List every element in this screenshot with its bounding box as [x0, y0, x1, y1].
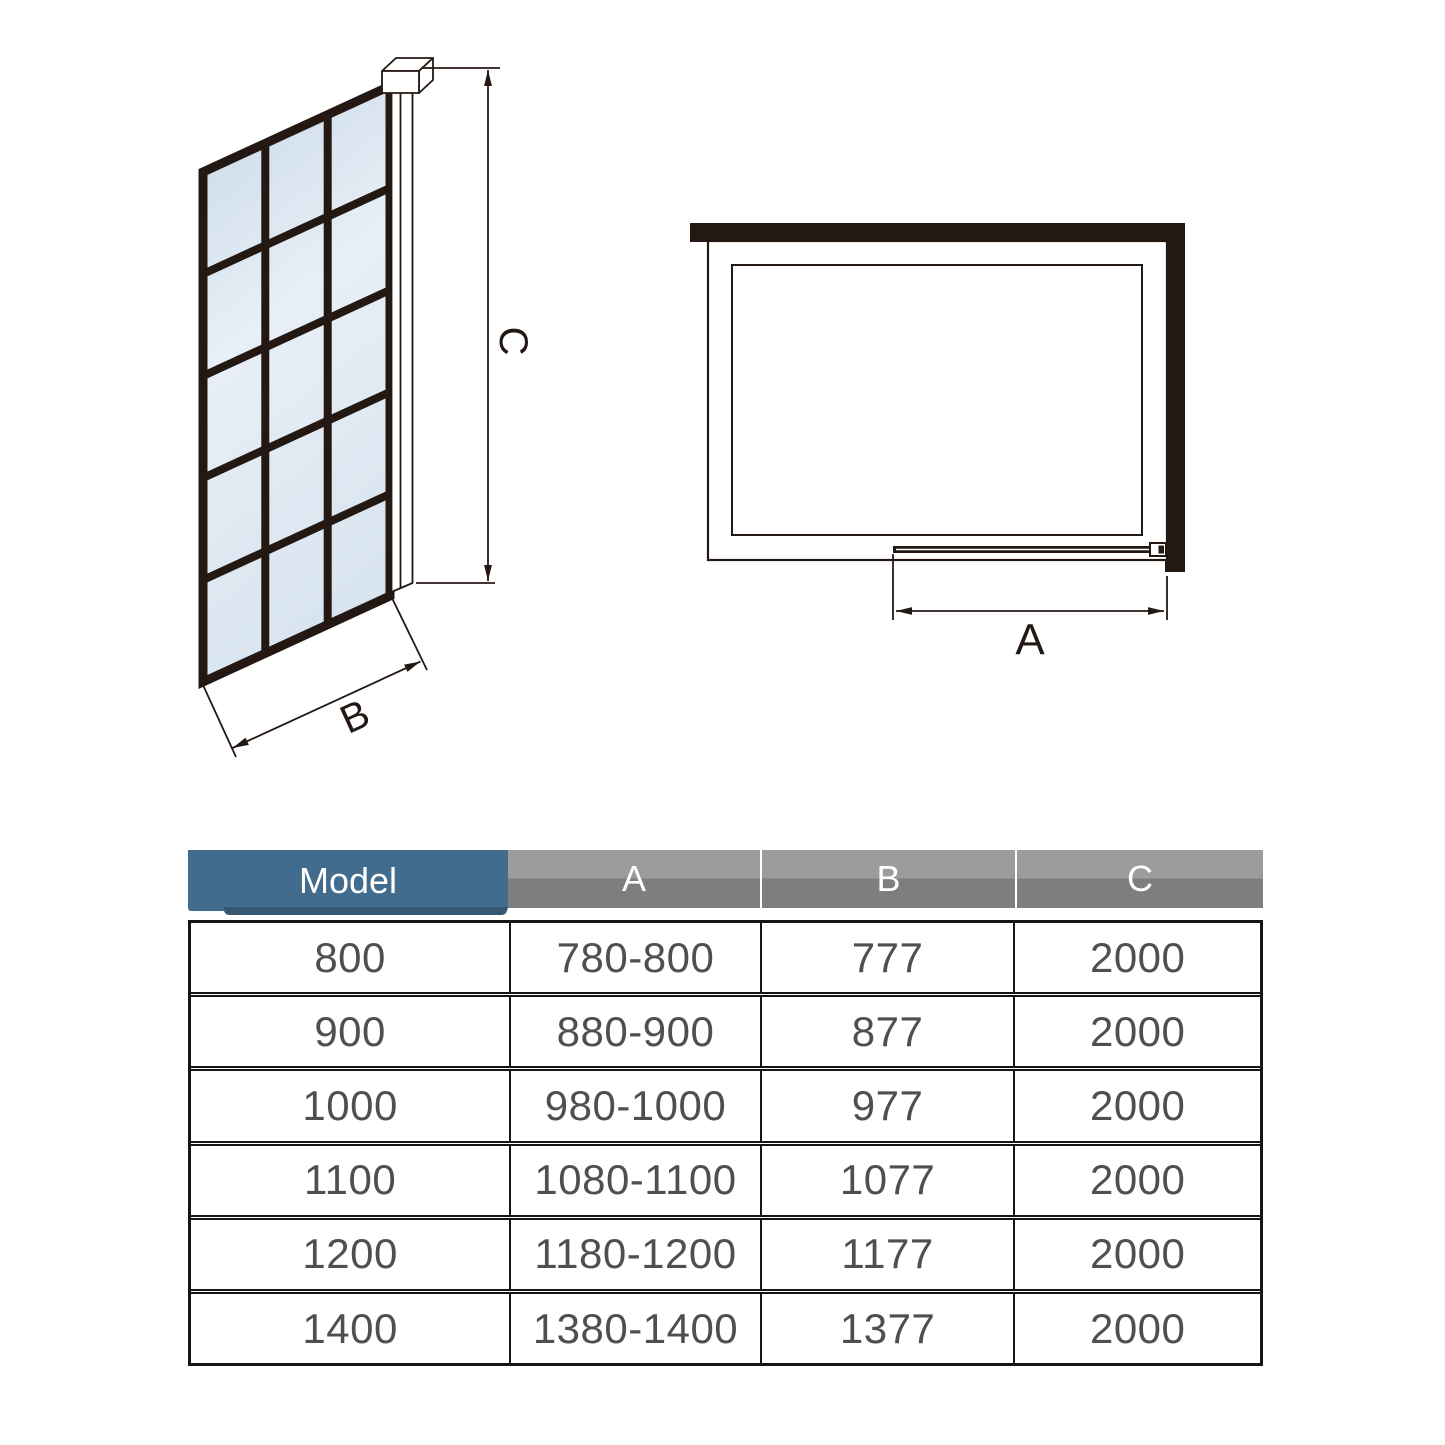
table-cell-c: 2000	[1013, 923, 1260, 992]
glass-panel	[203, 86, 390, 682]
dimension-label-a: A	[1015, 615, 1045, 665]
table-cell-c: 2000	[1013, 1146, 1260, 1215]
table-cell-c: 2000	[1013, 997, 1260, 1066]
dimension-label-b: B	[333, 691, 377, 743]
table-header-a: A	[508, 850, 760, 908]
dimension-a	[893, 554, 1167, 620]
table-cell-a: 980-1000	[509, 1071, 760, 1140]
table-row	[191, 1220, 1260, 1294]
dimension-c	[416, 68, 500, 583]
table-cell-c: 2000	[1013, 1071, 1260, 1140]
table-cell-b: 877	[760, 997, 1014, 1066]
table-cell-model: 1000	[302, 1081, 398, 1129]
side-view-diagram	[203, 58, 535, 757]
table-cell-a: 880-900	[509, 997, 760, 1066]
table-cell-model: 900	[314, 1007, 386, 1055]
table-cell-c: 2000	[1013, 1220, 1260, 1289]
shower-tray	[732, 265, 1142, 535]
table-row	[191, 1146, 1260, 1220]
table-row	[191, 923, 1260, 997]
table-row	[191, 1071, 1260, 1145]
table-header-row	[188, 850, 1263, 908]
table-header-model: Model	[188, 850, 508, 911]
plan-view-diagram	[690, 223, 1185, 665]
table-cell-a: 780-800	[509, 923, 760, 992]
table-header-b: B	[760, 850, 1015, 908]
table-cell-c: 2000	[1013, 1294, 1260, 1363]
table-row	[191, 1294, 1260, 1363]
table-cell-b: 1177	[760, 1220, 1014, 1289]
table-cell-model: 800	[314, 933, 386, 981]
table-cell-b: 1077	[760, 1146, 1014, 1215]
table-row	[191, 997, 1260, 1071]
wall-top	[690, 223, 1185, 242]
table-body	[188, 920, 1263, 1366]
table-cell-model: 1400	[302, 1304, 398, 1352]
table-cell-a: 1080-1100	[509, 1146, 760, 1215]
table-cell-model: 1200	[302, 1230, 398, 1278]
dimension-label-c: C	[491, 326, 535, 356]
table-cell-b: 1377	[760, 1294, 1014, 1363]
table-cell-a: 1380-1400	[509, 1294, 760, 1363]
table-cell-model: 1100	[303, 1156, 397, 1204]
table-cell-a: 1180-1200	[509, 1220, 760, 1289]
size-table	[188, 850, 1263, 1366]
table-cell-b: 777	[760, 923, 1014, 992]
table-header-c: C	[1015, 850, 1263, 908]
table-cell-b: 977	[760, 1071, 1014, 1140]
